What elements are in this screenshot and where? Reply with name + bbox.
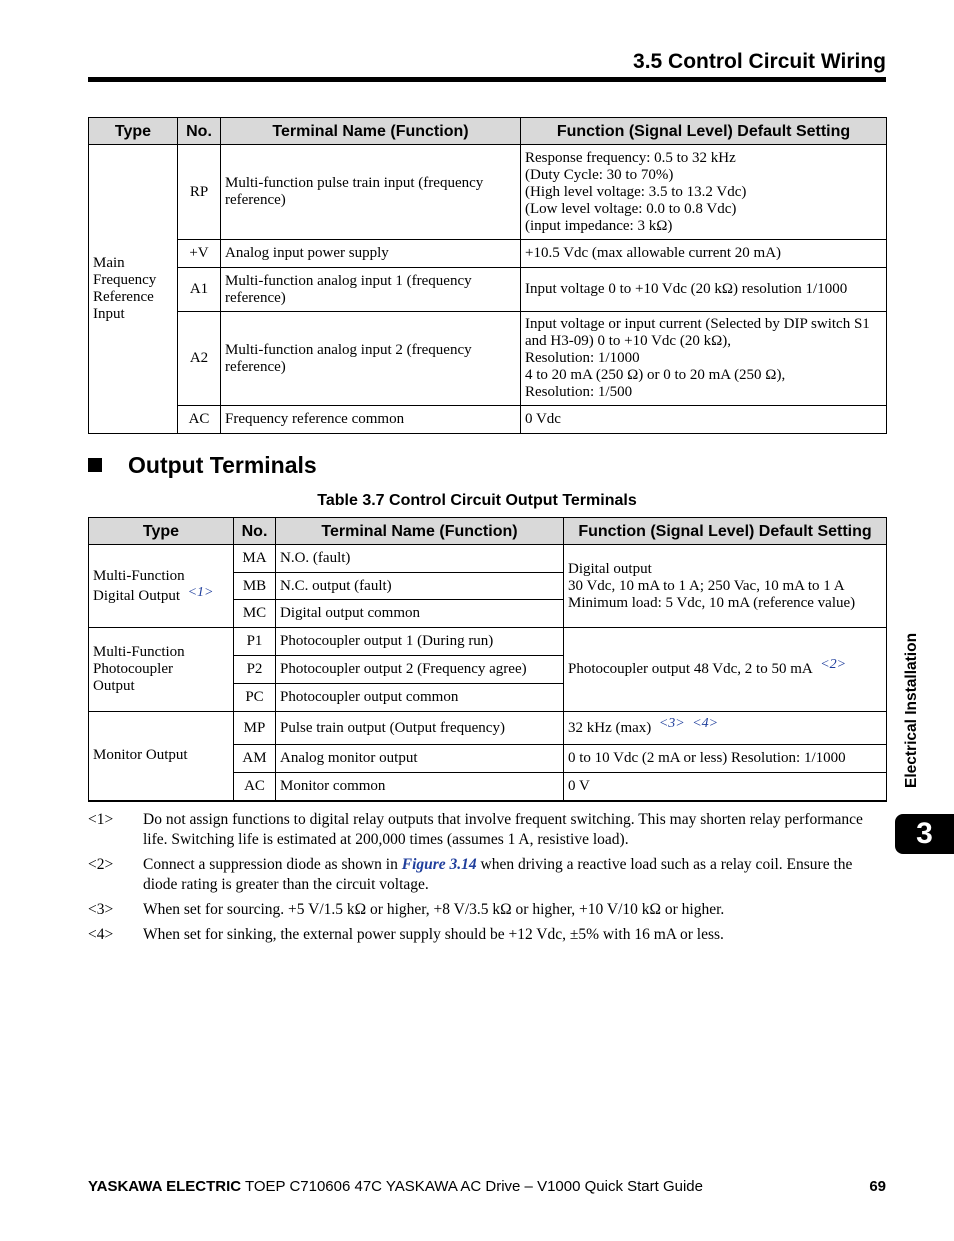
column-header-terminal-name: Terminal Name (Function) <box>221 118 521 145</box>
footnote-text: Do not assign functions to digital relay outputs that involve frequent switching. This may shorten relay performance life. Switching life is estimated at 200,000 times (assumes 1 A, resistive load). <box>143 811 863 848</box>
terminal-name: Photocoupler output 2 (Frequency agree) <box>276 656 564 684</box>
type-line: Digital Output <box>93 587 181 604</box>
type-cell-main-frequency: Main Frequency Reference Input <box>89 145 178 434</box>
terminal-no: AM <box>234 745 276 773</box>
footnote-ref-4-link[interactable]: <4> <box>692 715 719 731</box>
terminal-no: P1 <box>234 628 276 656</box>
footnote-mark: <2> <box>88 856 114 873</box>
terminal-no: RP <box>178 145 221 240</box>
section-heading-text: Output Terminals <box>128 452 317 478</box>
footnote-item <box>88 900 888 920</box>
terminal-name: Multi-function analog input 1 (frequency reference) <box>221 268 521 312</box>
chapter-tab: 3 <box>895 814 954 854</box>
terminal-name: Frequency reference common <box>221 406 521 434</box>
terminal-function <box>564 712 887 745</box>
terminal-no: AC <box>178 406 221 434</box>
input-terminals-table <box>88 117 887 434</box>
footnote-ref-2-link[interactable]: <2> <box>820 657 847 672</box>
terminal-no: MB <box>234 573 276 600</box>
terminal-no: A1 <box>178 268 221 312</box>
type-cell-photocoupler-output: Multi-Function Photocoupler Output <box>89 628 234 712</box>
terminal-name: Multi-function analog input 2 (frequency reference) <box>221 312 521 406</box>
footnote-ref-1-link[interactable]: <1> <box>187 584 214 600</box>
terminal-name: Multi-function pulse train input (frequency reference) <box>221 145 521 240</box>
header-rule <box>88 77 886 82</box>
footnote-mark: <3> <box>88 901 114 918</box>
terminal-name: Digital output common <box>276 600 564 628</box>
output-terminals-table <box>88 517 887 802</box>
terminal-function: Digital output 30 Vdc, 10 mA to 1 A; 250 Vac, 10 mA to 1 A Minimum load: 5 Vdc, 10 mA (reference value) <box>564 545 887 628</box>
footnote-mark: <4> <box>88 926 114 943</box>
terminal-name: Analog input power supply <box>221 240 521 268</box>
terminal-name: Photocoupler output common <box>276 684 564 712</box>
footer-brand: YASKAWA ELECTRIC <box>88 1178 242 1195</box>
footnote-text-part: when driving a reactive load such as a relay coil. Ensure the diode rating is greater than the circuit voltage. <box>143 856 853 893</box>
terminal-no: PC <box>234 684 276 712</box>
table-row <box>89 145 887 240</box>
table-row <box>89 712 887 745</box>
page-number: 69 <box>869 1178 886 1195</box>
terminal-function: Response frequency: 0.5 to 32 kHz (Duty Cycle: 30 to 70%) (High level voltage: 3.5 to 13.2 Vdc) (Low level voltage: 0.0 to 0.8 Vdc) (input impedance: 3 kΩ) <box>521 145 887 240</box>
column-header-type: Type <box>89 518 234 545</box>
terminal-no: AC <box>234 773 276 801</box>
function-text: Photocoupler output 48 Vdc, 2 to 50 mA <box>568 661 813 677</box>
column-header-no: No. <box>178 118 221 145</box>
footnote-mark: <1> <box>88 811 114 828</box>
footnotes <box>88 810 888 950</box>
table-row <box>89 312 887 406</box>
footnote-text: When set for sinking, the external power supply should be +12 Vdc, ±5% with 16 mA or less. <box>143 926 724 943</box>
column-header-function: Function (Signal Level) Default Setting <box>564 518 887 545</box>
table-row <box>89 628 887 656</box>
terminal-no: A2 <box>178 312 221 406</box>
column-header-function: Function (Signal Level) Default Setting <box>521 118 887 145</box>
page-footer <box>88 1178 886 1195</box>
footnote-text <box>143 855 888 895</box>
terminal-no: MP <box>234 712 276 745</box>
terminal-no: +V <box>178 240 221 268</box>
section-heading <box>88 452 317 479</box>
table-row <box>89 406 887 434</box>
terminal-name: Photocoupler output 1 (During run) <box>276 628 564 656</box>
column-header-type: Type <box>89 118 178 145</box>
terminal-no: P2 <box>234 656 276 684</box>
terminal-function: 0 V <box>564 773 887 801</box>
table-header-row <box>89 518 887 545</box>
column-header-terminal-name: Terminal Name (Function) <box>276 518 564 545</box>
side-chapter-label: Electrical Installation <box>903 632 920 788</box>
table-row <box>89 268 887 312</box>
terminal-function: Input voltage 0 to +10 Vdc (20 kΩ) resolution 1/1000 <box>521 268 887 312</box>
footnote-item <box>88 855 888 895</box>
terminal-name: Pulse train output (Output frequency) <box>276 712 564 745</box>
type-line: Multi-Function <box>93 567 185 584</box>
terminal-name: N.C. output (fault) <box>276 573 564 600</box>
section-bullet-icon <box>88 458 102 472</box>
table-row <box>89 240 887 268</box>
column-header-no: No. <box>234 518 276 545</box>
footnote-ref-3-link[interactable]: <3> <box>658 715 685 731</box>
footnote-text-part: Connect a suppression diode as shown in <box>143 856 402 873</box>
type-cell-digital-output <box>89 545 234 628</box>
terminal-name: Monitor common <box>276 773 564 801</box>
table-caption: Table 3.7 Control Circuit Output Terminals <box>317 492 637 509</box>
function-text: 32 kHz (max) <box>568 719 652 736</box>
terminal-function: 0 Vdc <box>521 406 887 434</box>
terminal-function <box>564 628 887 712</box>
terminal-no: MC <box>234 600 276 628</box>
terminal-function: Input voltage or input current (Selected by DIP switch S1 and H3-09) 0 to +10 Vdc (20 kΩ), Resolution: 1/1000 4 to 20 mA (250 Ω) or 0 to 20 mA (250 Ω), Resolution: 1/500 <box>521 312 887 406</box>
footnote-item <box>88 810 888 850</box>
terminal-function: +10.5 Vdc (max allowable current 20 mA) <box>521 240 887 268</box>
footnote-item <box>88 925 888 945</box>
terminal-name: N.O. (fault) <box>276 545 564 573</box>
terminal-name: Analog monitor output <box>276 745 564 773</box>
terminal-no: MA <box>234 545 276 573</box>
footnote-text: When set for sourcing. +5 V/1.5 kΩ or higher, +8 V/3.5 kΩ or higher, +10 V/10 kΩ or higher. <box>143 901 725 918</box>
section-header-title: 3.5 Control Circuit Wiring <box>633 50 886 73</box>
type-cell-monitor-output: Monitor Output <box>89 712 234 801</box>
table-header-row <box>89 118 887 145</box>
figure-3-14-link[interactable]: Figure 3.14 <box>401 856 477 873</box>
table-row <box>89 545 887 573</box>
footer-doc-title: TOEP C710606 47C YASKAWA AC Drive – V1000 Quick Start Guide <box>241 1178 703 1195</box>
terminal-function: 0 to 10 Vdc (2 mA or less) Resolution: 1/1000 <box>564 745 887 773</box>
